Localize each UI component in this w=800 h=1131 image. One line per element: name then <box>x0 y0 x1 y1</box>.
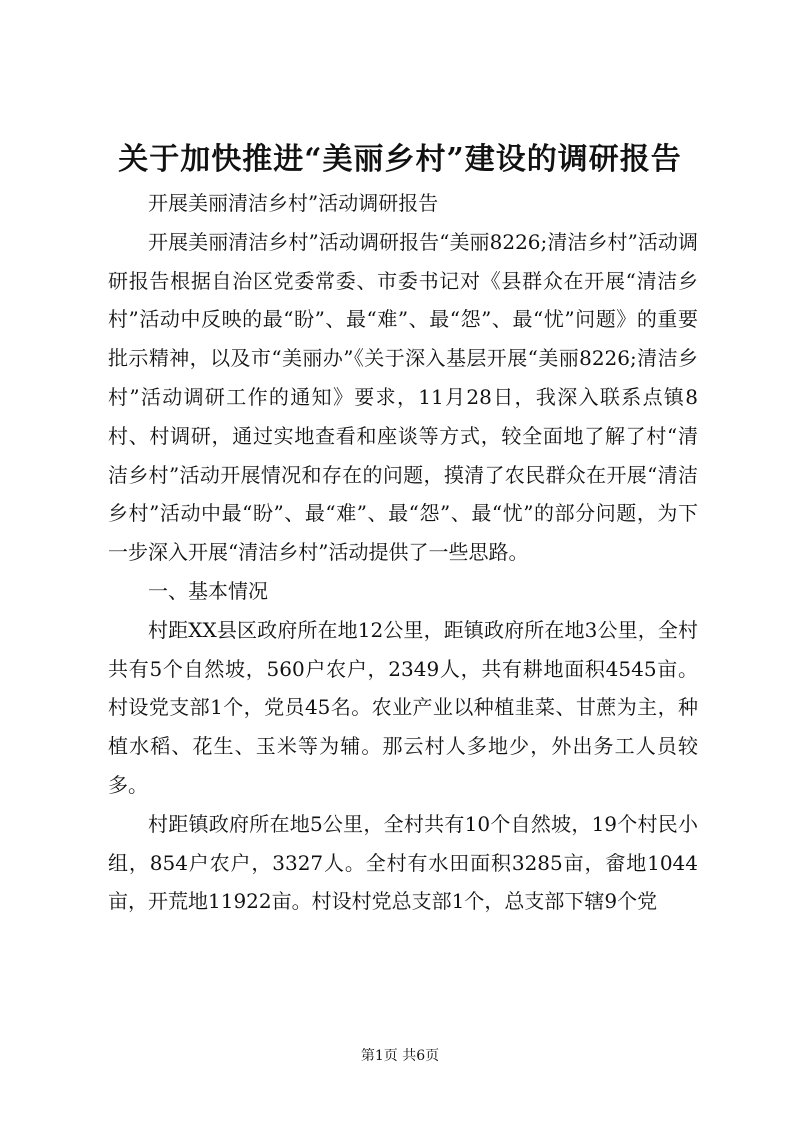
intro-paragraph: 开展美丽清洁乡村”活动调研报告“美丽8226;清洁乡村”活动调研报告根据自治区党委常委、市委书记对《县群众在开展“清洁乡村”活动中反映的最“盼”、最“难”、最“怨”、最“忧”问题》的重要批示精神，以及市“美丽办”《关于深入基层开展“美丽8226;清洁乡村”活动调研工作的通知》要求，11月28日，我深入联系点镇8村、村调研，通过实地查看和座谈等方式，较全面地了解了村“清洁乡村”活动开展情况和存在的问题，摸清了农民群众在开展“清洁乡村”活动中最“盼”、最“难”、最“怨”、最“忧”的部分问题，为下一步深入开展“清洁乡村”活动提供了一些思路。 <box>108 229 698 565</box>
subtitle-paragraph: 开展美丽清洁乡村”活动调研报告 <box>148 191 439 215</box>
page-number-footer: 第1页 共6页 <box>360 1048 440 1064</box>
document-title: 关于加快推进“美丽乡村”建设的调研报告 <box>118 142 682 177</box>
village-one-paragraph: 村距XX县区政府所在地12公里，距镇政府所在地3公里，全村共有5个自然坡，560户农户，2349人，共有耕地面积4545亩。村设党支部1个，党员45名。农业产业以种植韭菜、甘蔗为主，种植水稻、花生、玉米等为辅。那云村人多地少，外出务工人员较多。 <box>108 617 698 797</box>
section-heading-basic-situation: 一、基本情况 <box>148 578 268 603</box>
village-two-paragraph: 村距镇政府所在地5公里，全村共有10个自然坡，19个村民小组，854户农户，3327人。全村有水田面积3285亩，畲地1044亩，开荒地11922亩。村设村党总支部1个，总支部下辖9个党 <box>108 811 698 914</box>
document-body <box>108 184 698 921</box>
